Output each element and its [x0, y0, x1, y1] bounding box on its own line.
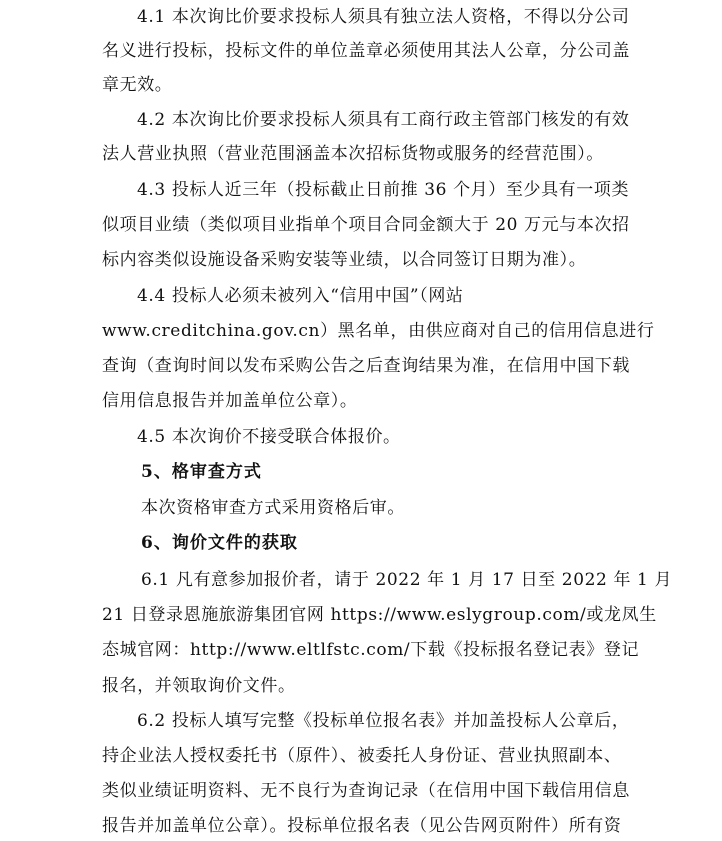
clause-6-2-line-2: 持企业法人授权委托书（原件）、被委托人身份证、营业执照副本、: [102, 746, 622, 766]
section-5-heading: 5、格审查方式: [141, 462, 262, 482]
clause-6-2-line-4: 报告并加盖单位公章）。投标单位报名表（见公告网页附件）所有资: [102, 816, 622, 836]
section-5-body: 本次资格审查方式采用资格后审。: [141, 498, 405, 518]
clause-4-2-line-1: 4.2 本次询比价要求投标人须具有工商行政主管部门核发的有效: [137, 110, 630, 130]
clause-4-4-line-2: www.creditchina.gov.cn）黑名单，由供应商对自己的信用信息进行: [102, 321, 655, 341]
clause-6-2-line-1: 6.2 投标人填写完整《投标单位报名表》并加盖投标人公章后，: [137, 711, 630, 731]
clause-6-1-line-1: 6.1 凡有意参加报价者，请于 2022 年 1 月 17 日至 2022 年 1 月: [141, 570, 673, 590]
clause-4-4-line-1: 4.4 投标人必须未被列入“信用中国”（网站: [137, 286, 464, 306]
clause-4-1-line-3: 章无效。: [102, 75, 173, 95]
clause-4-3-line-2: 似项目业绩（类似项目业指单个项目合同金额大于 20 万元与本次招: [102, 215, 630, 235]
section-6-heading: 6、询价文件的获取: [141, 533, 298, 553]
clause-4-1-line-1: 4.1 本次询比价要求投标人须具有独立法人资格，不得以分公司: [137, 7, 630, 27]
clause-4-4-line-4: 信用信息报告并加盖单位公章）。: [102, 391, 358, 411]
clause-4-3-line-3: 标内容类似设施设备采购安装等业绩，以合同签订日期为准）。: [102, 250, 587, 270]
clause-6-1-line-3: 态城官网：http://www.eltlfstc.com/下载《投标报名登记表》登记: [102, 640, 640, 660]
clause-4-4-line-3: 查询（查询时间以发布采购公告之后查询结果为准，在信用中国下载: [102, 356, 630, 376]
clause-6-2-line-3: 类似业绩证明资料、无不良行为查询记录（在信用中国下载信用信息: [102, 781, 630, 801]
clause-4-2-line-2: 法人营业执照（营业范围涵盖本次招标货物或服务的经营范围）。: [102, 144, 604, 164]
clause-4-3-line-1: 4.3 投标人近三年（投标截止日前推 36 个月）至少具有一项类: [137, 180, 630, 200]
clause-4-1-line-2: 名义进行投标，投标文件的单位盖章必须使用其法人公章，分公司盖: [102, 41, 630, 61]
clause-6-1-line-2: 21 日登录恩施旅游集团官网 https://www.eslygroup.com/或龙凤生: [102, 605, 657, 625]
clause-6-1-line-4: 报名，并领取询价文件。: [102, 676, 296, 696]
clause-4-5-line-1: 4.5 本次询价不接受联合体报价。: [137, 427, 401, 447]
